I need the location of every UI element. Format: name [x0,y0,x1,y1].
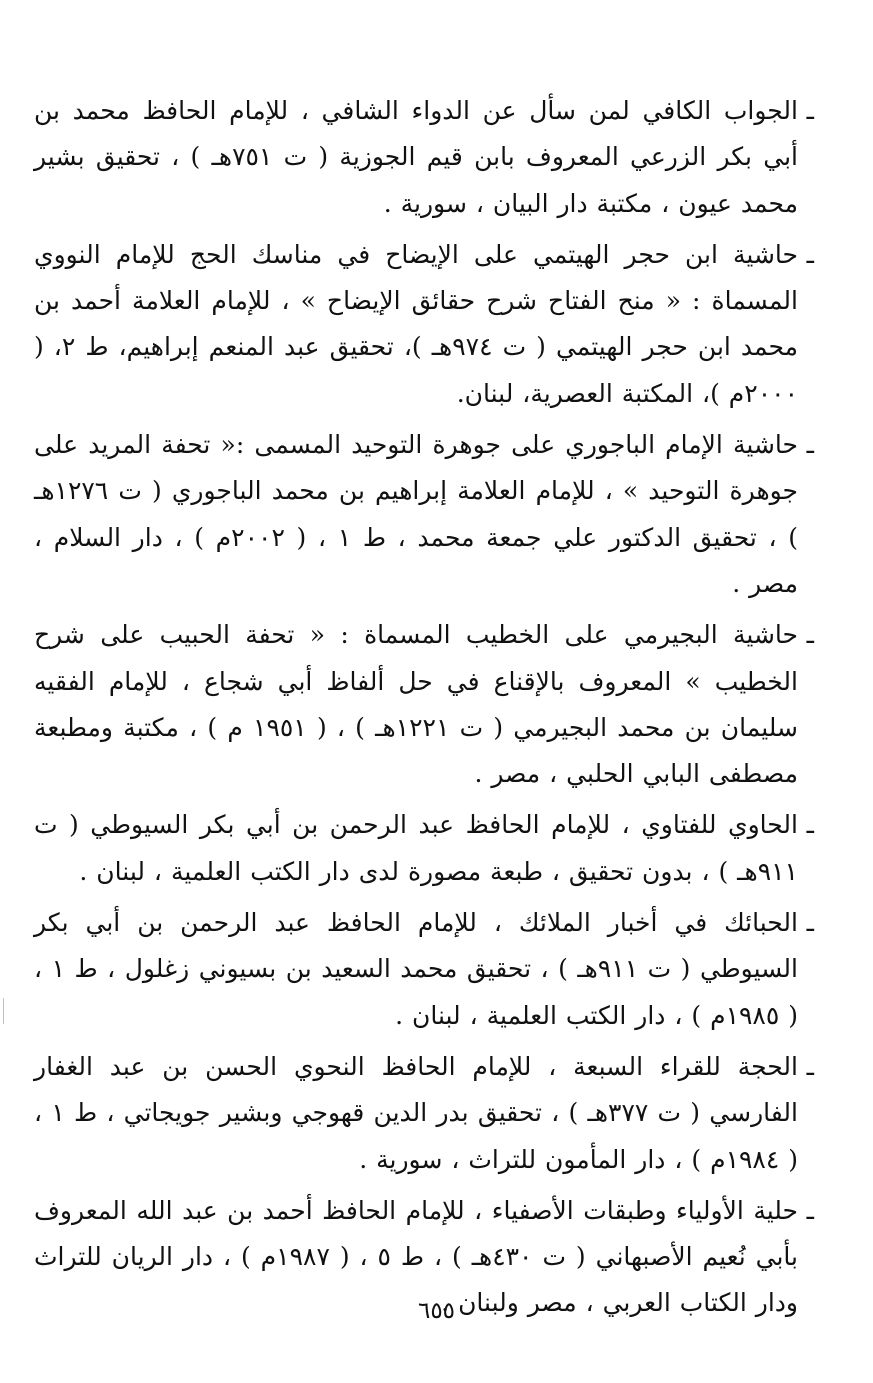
entry-text: الجواب الكافي لمن سأل عن الدواء الشافي ، للإمام الحافظ محمد بن أبي بكر الزرعي المعروف بابن قيم الجوزية ( ت ٧٥١هـ ) ، تحقيق بشير محمد عيون ، مكتبة دار البيان ، سورية . [34,96,798,218]
entry-text: حلية الأولياء وطبقات الأصفياء ، للإمام الحافظ أحمد بن عبد الله المعروف بأبي نُعيم الأصبهاني ( ت ٤٣٠هـ ) ، ط ٥ ، ( ١٩٨٧م ) ، دار الريان للتراث ودار الكتاب العربي ، مصر ولبنان . [34,1195,798,1318]
entry-bullet: ـ [806,239,814,269]
entry-text: حاشية الإمام الباجوري على جوهرة التوحيد المسمى :« تحفة المريد على جوهرة التوحيد » ، للإمام العلامة إبراهيم بن محمد الباجوري ( ت ١٢٧٦هـ ) ، تحقيق الدكتور علي جمعة محمد ، ط ١ ، ( ٢٠٠٢م ) ، دار السلام ، مصر . [34,430,798,598]
bibliography-entry [34,88,814,227]
bibliography-entry [34,1044,814,1183]
bibliography-entry [34,802,814,895]
page-number: ٦٥٥ [417,1298,456,1324]
bibliography-entry [34,232,814,417]
entry-bullet: ـ [806,908,814,938]
entry-bullet: ـ [806,1195,814,1225]
entry-text: الحاوي للفتاوي ، للإمام الحافظ عبد الرحمن بن أبي بكر السيوطي ( ت ٩١١هـ ) ، بدون تحقيق ، طبعة مصورة لدى دار الكتب العلمية ، لبنان . [34,810,798,886]
entry-bullet: ـ [806,620,814,650]
bibliography-entry [34,612,814,797]
entry-text: حاشية البجيرمي على الخطيب المسماة : « تحفة الحبيب على شرح الخطيب » المعروف بالإقناع في حل ألفاظ أبي شجاع ، للإمام الفقيه سليمان بن محمد البجيرمي ( ت ١٢٢١هـ ) ، ( ١٩٥١ م ) ، مكتبة ومطبعة مصطفى البابي الحلبي ، مصر . [34,620,799,789]
bibliography-entry [34,900,814,1039]
entry-bullet: ـ [806,810,814,840]
scan-edge-mark [3,998,4,1024]
entry-text: الحبائك في أخبار الملائك ، للإمام الحافظ عبد الرحمن بن أبي بكر السيوطي ( ت ٩١١هـ ) ، تحقيق محمد السعيد بن بسيوني زغلول ، ط ١ ، ( ١٩٨٥م ) ، دار الكتب العلمية ، لبنان . [34,908,798,1030]
entry-text: الحجة للقراء السبعة ، للإمام الحافظ النحوي الحسن بن عبد الغفار الفارسي ( ت ٣٧٧هـ ) ، تحقيق بدر الدين قهوجي وبشير جويجاتي ، ط ١ ، ( ١٩٨٤م ) ، دار المأمون للتراث ، سورية . [34,1051,798,1174]
entry-bullet: ـ [806,430,814,460]
entry-text: حاشية ابن حجر الهيتمي على الإيضاح في مناسك الحج للإمام النووي المسماة : « منح الفتاح شرح حقائق الإيضاح » ، للإمام العلامة أحمد بن محمد ابن حجر الهيتمي ( ت ٩٧٤هـ )، تحقيق عبد المنعم إبراهيم، ط ٢، ( ٢٠٠٠م )، المكتبة العصرية، لبنان. [34,239,799,408]
bibliography-entry [34,422,814,607]
entry-bullet: ـ [806,96,814,125]
entry-bullet: ـ [806,1051,814,1081]
bibliography-list [34,88,814,1332]
